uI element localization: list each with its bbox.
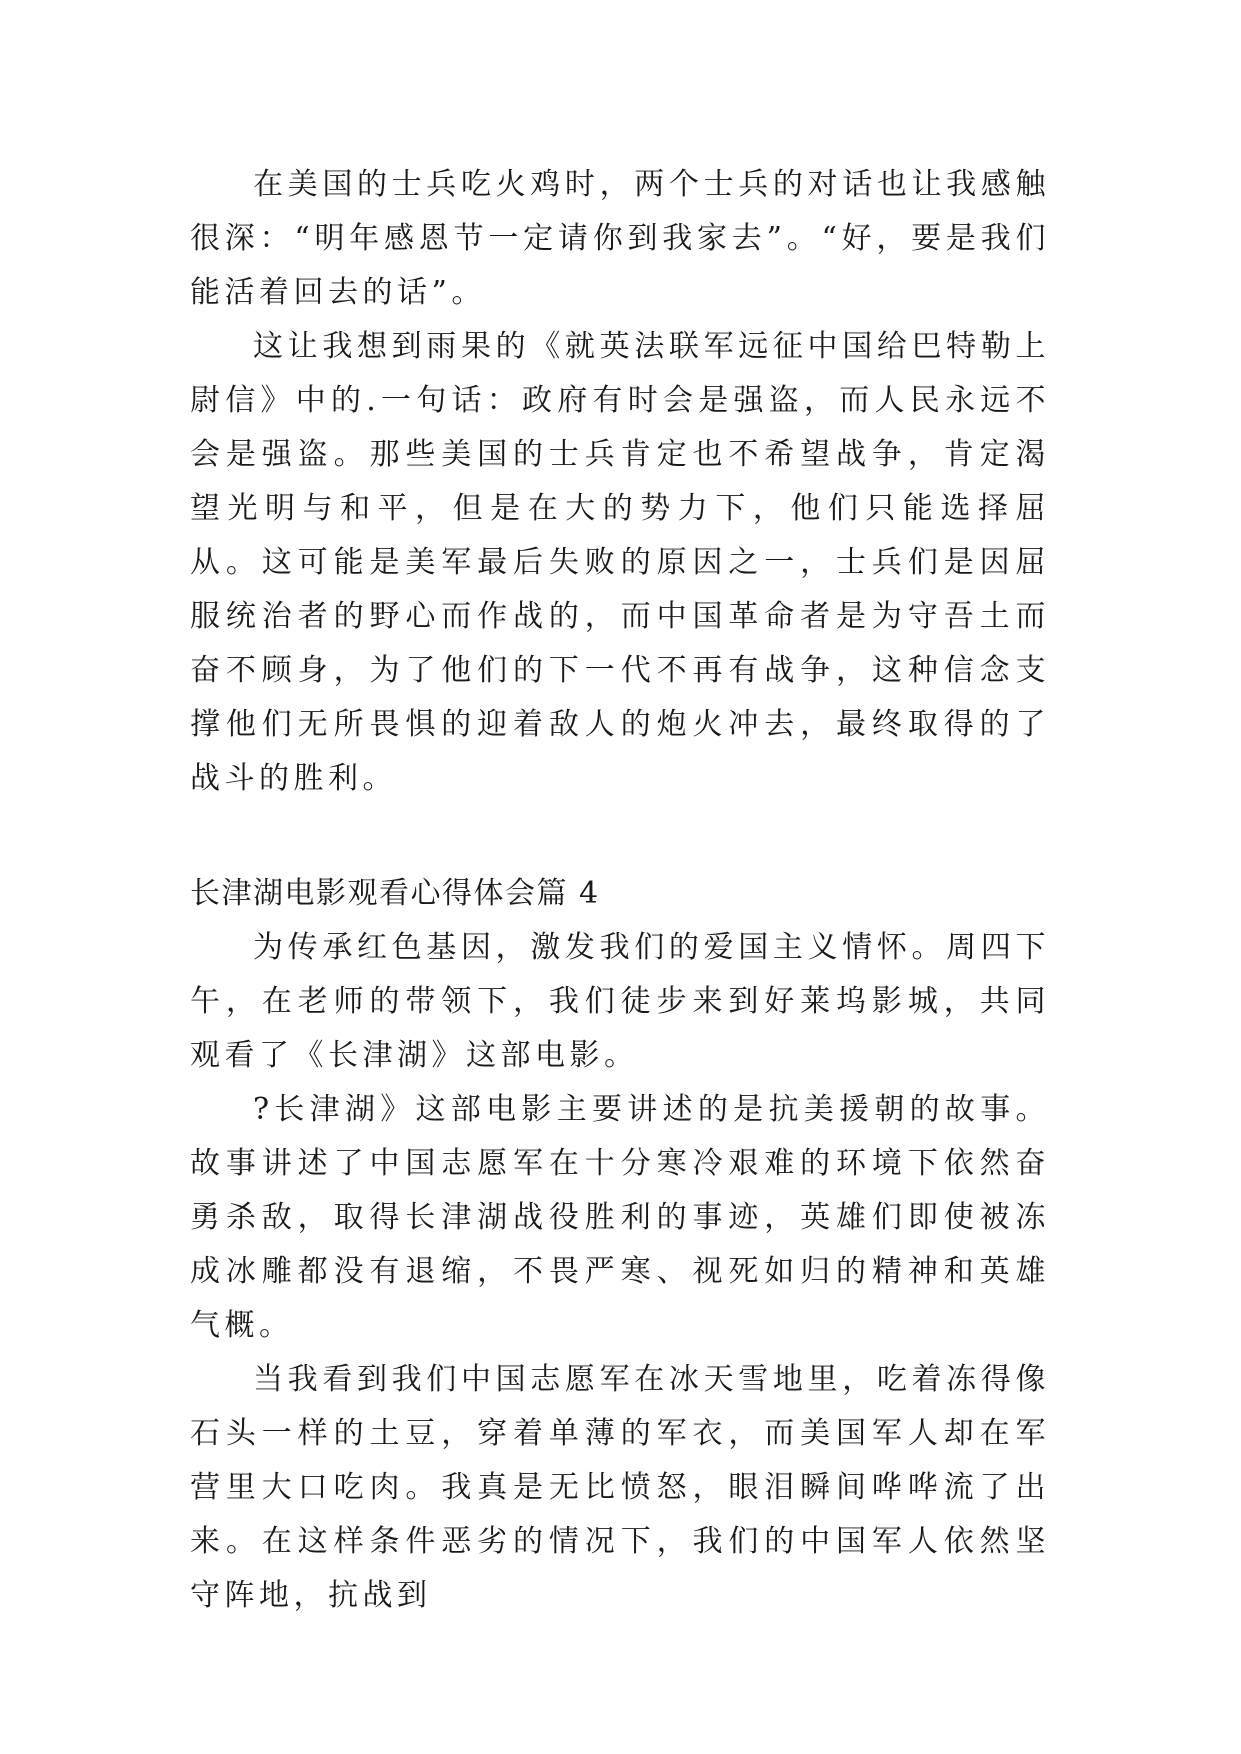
paragraph-film-summary: ?长津湖》这部电影主要讲述的是抗美援朝的故事。故事讲述了中国志愿军在十分寒冷艰难的环境下依然奋勇杀敌，取得长津湖战役胜利的事迹，英雄们即使被冻成冰雕都没有退缩，不畏严寒、视死如归的精神和英雄气概。: [190, 1092, 1050, 1343]
paragraph-turkey-dialogue: 在美国的士兵吃火鸡时，两个士兵的对话也让我感触很深：“明年感恩节一定请你到我家去”。“好，要是我们能活着回去的话”。: [190, 167, 1050, 310]
section-heading: 长津湖电影观看心得体会篇 4: [190, 876, 600, 911]
paragraph-hugo-quote: 这让我想到雨果的《就英法联军远征中国给巴特勒上尉信》中的.一句话：政府有时会是强盗，而人民永远不会是强盗。那些美国的士兵肯定也不希望战争，肯定渴望光明与和平，但是在大的势力下，他们只能选择屈从。这可能是美军最后失败的原因之一，士兵们是因屈服统治者的野心而作战的，而中国革命者是为守吾土而奋不顾身，为了他们的下一代不再有战争，这种信念支撑他们无所畏惧的迎着敌人的炮火冲去，最终取得的了战斗的胜利。: [190, 329, 1050, 796]
document-body: [190, 158, 1050, 1623]
paragraph-cinema-visit: 为传承红色基因，激发我们的爱国主义情怀。周四下午，在老师的带领下，我们徒步来到好莱坞影城，共同观看了《长津湖》这部电影。: [190, 930, 1050, 1073]
paragraph-reaction: 当我看到我们中国志愿军在冰天雪地里，吃着冻得像石头一样的土豆，穿着单薄的军衣，而美国军人却在军营里大口吃肉。我真是无比愤怒，眼泪瞬间哗哗流了出来。在这样条件恶劣的情况下，我们的中国军人依然坚守阵地，抗战到: [190, 1362, 1050, 1613]
